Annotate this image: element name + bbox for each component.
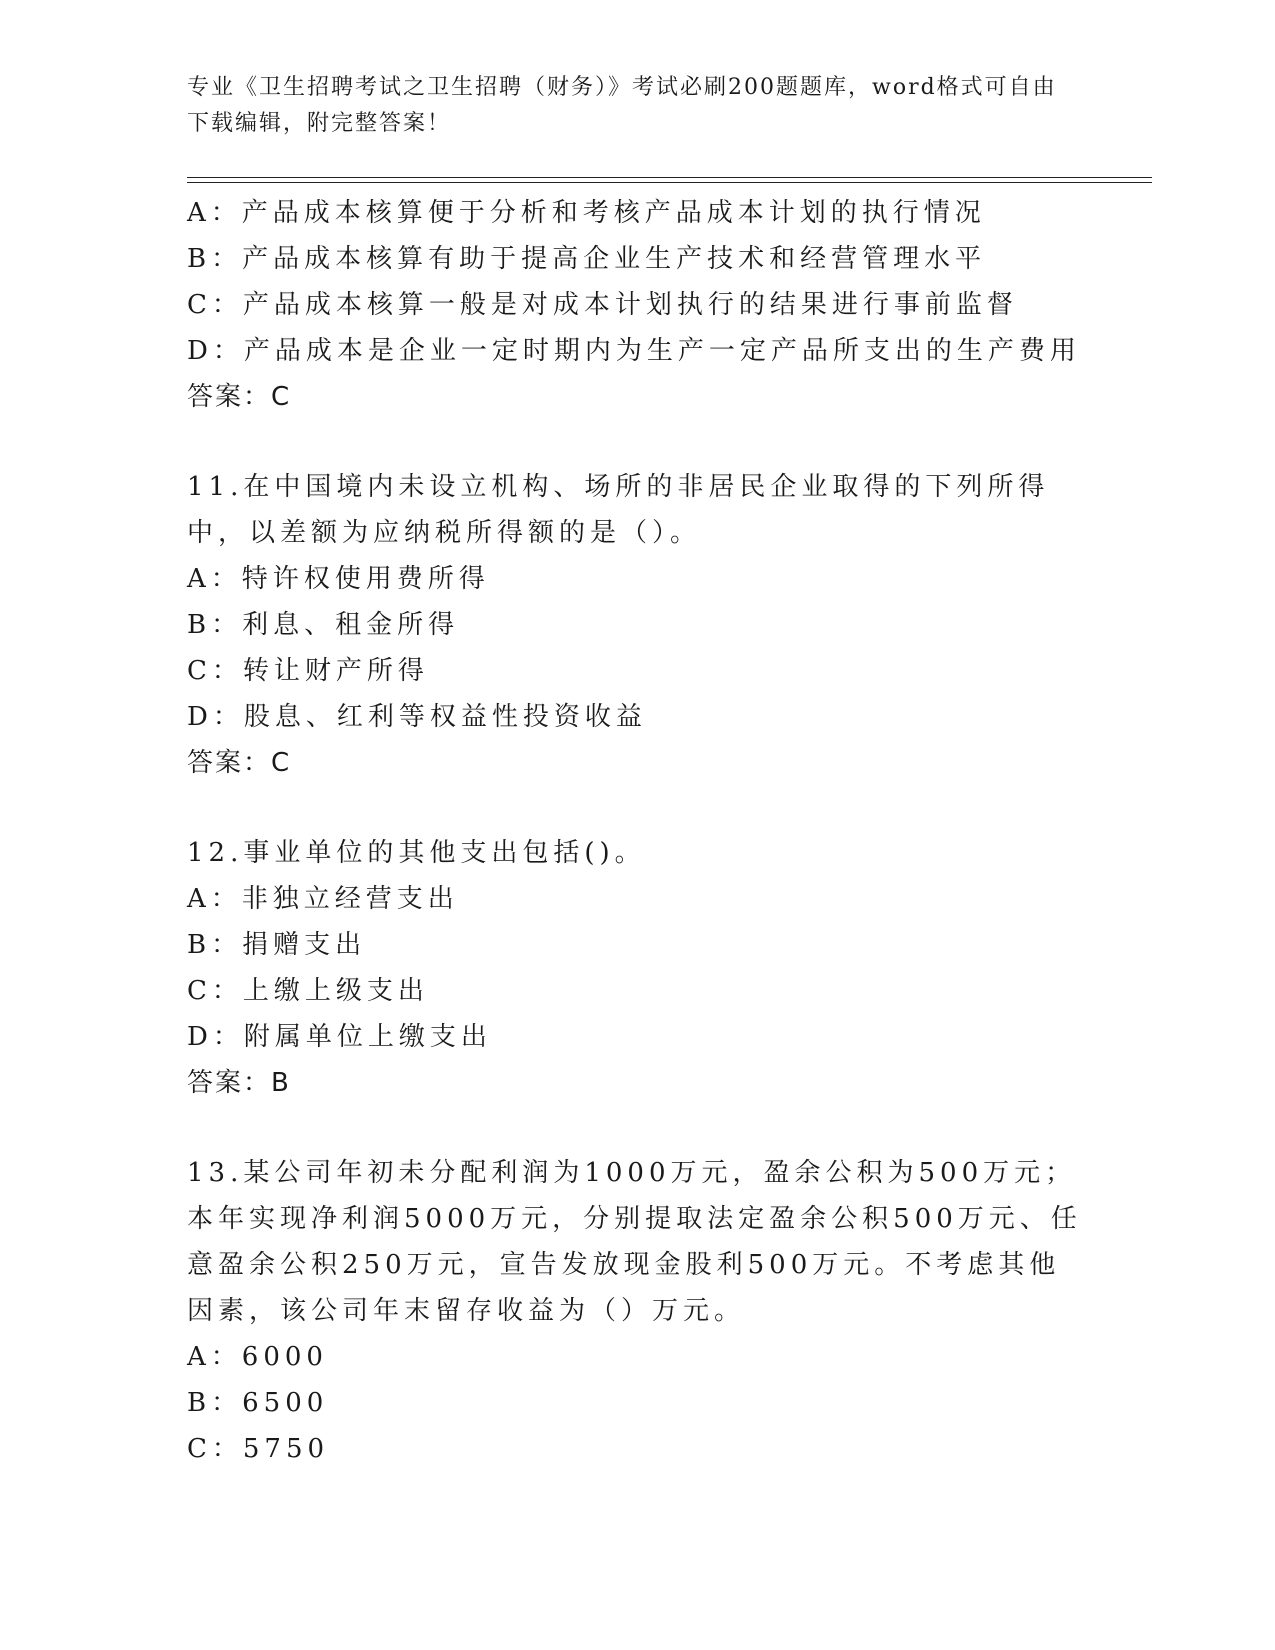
option-a: A：非独立经营支出 [187, 884, 459, 914]
option-d: D：股息、红利等权益性投资收益 [187, 702, 647, 732]
option-b: B：利息、租金所得 [187, 610, 460, 640]
option-a: A：产品成本核算便于分析和考核产品成本计划的执行情况 [187, 198, 986, 228]
header-rule-top [187, 177, 1152, 178]
document-header: 专业《卫生招聘考试之卫生招聘（财务）》考试必刷200题题库，word格式可自由下载编辑，附完整答案！ [187, 75, 1057, 136]
option-c: C：上缴上级支出 [187, 976, 429, 1006]
question-11 [187, 464, 1087, 786]
option-d: D：产品成本是企业一定时期内为生产一定产品所支出的生产费用 [187, 336, 1081, 366]
option-a: A：6000 [187, 1342, 328, 1372]
answer: 答案：B [187, 1068, 291, 1098]
question-stem: 13.某公司年初未分配利润为1000万元，盈余公积为500万元；本年实现净利润5000万元，分别提取法定盈余公积500万元、任意盈余公积250万元，宣告发放现金股利500万元。不考虑其他因素，该公司年末留存收益为（）万元。 [187, 1158, 1082, 1326]
question-stem: 12.事业单位的其他支出包括()。 [187, 838, 646, 868]
header-rule-bottom [187, 182, 1152, 183]
question-10-tail [187, 190, 1087, 420]
option-b: B：捐赠支出 [187, 930, 367, 960]
option-c: C：产品成本核算一般是对成本计划执行的结果进行事前监督 [187, 290, 1018, 320]
option-c: C：转让财产所得 [187, 656, 429, 686]
question-13 [187, 1150, 1087, 1472]
option-b: B：产品成本核算有助于提高企业生产技术和经营管理水平 [187, 244, 987, 274]
option-c: C：5750 [187, 1434, 330, 1464]
answer: 答案：C [187, 748, 292, 778]
answer: 答案：C [187, 382, 292, 412]
option-b: B：6500 [187, 1388, 329, 1418]
option-d: D：附属单位上缴支出 [187, 1022, 492, 1052]
option-a: A：特许权使用费所得 [187, 564, 490, 594]
document-body [187, 190, 1087, 1472]
question-stem: 11.在中国境内未设立机构、场所的非居民企业取得的下列所得中，以差额为应纳税所得额的是（）。 [187, 472, 1050, 548]
question-12 [187, 830, 1087, 1106]
